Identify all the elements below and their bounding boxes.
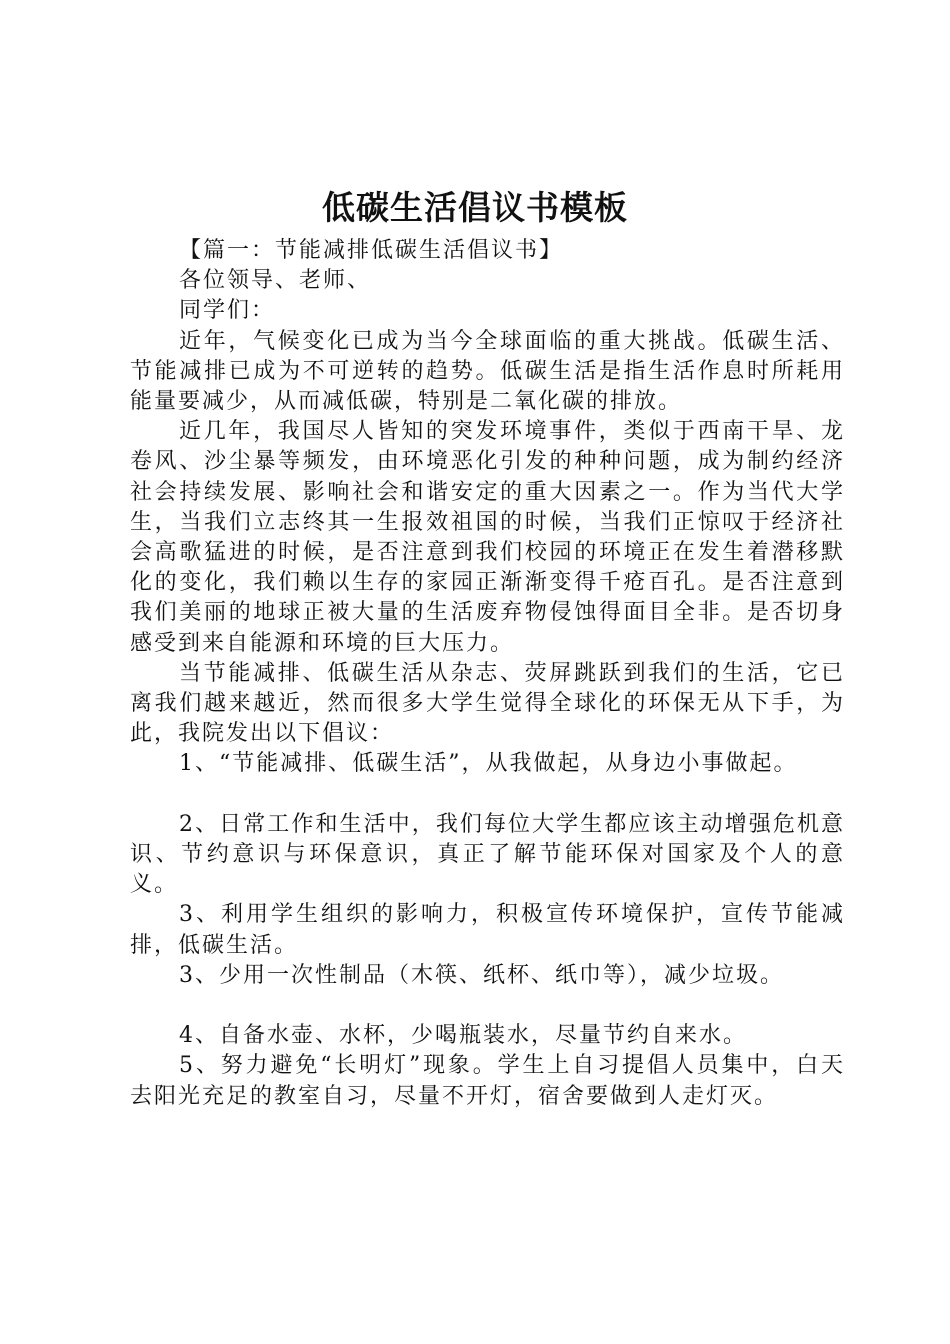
paragraph: 近年，气候变化已成为当今全球面临的重大挑战。低碳生活、节能减排已成为不可逆转的趋势。低碳生活是指生活作息时所耗用能量要减少，从而减低碳，特别是二氧化碳的排放。 [130,328,845,415]
blank-line [130,991,845,1021]
proposal-item: 4、自备水壶、水杯，少喝瓶装水，尽量节约自来水。 [179,1023,747,1049]
proposal-item: 3、利用学生组织的影响力，积极宣传环境保护，宣传节能减排，低碳生活。 [130,902,845,958]
blank-line [130,780,845,810]
proposal-item: 5、努力避免“长明灯”现象。学生上自习提倡人员集中，白天去阳光充足的教室自习，尽量不开灯，宿舍要做到人走灯灭。 [130,1053,845,1109]
document-title: 低碳生活倡议书模板 [322,188,628,227]
paragraph: 近几年，我国尽人皆知的突发环境事件，类似于西南干旱、龙卷风、沙尘暴等频发，由环境恶化引发的种种问题，成为制约经济社会持续发展、影响社会和谐安定的重大因素之一。作为当代大学生，当我们立志终其一生报效祖国的时候，当我们正惊叹于经济社会高歌猛进的时候，是否注意到我们校园的环境正在发生着潜移默化的变化，我们赖以生存的家园正渐渐变得千疮百孔。是否注意到我们美丽的地球正被大量的生活废弃物侵蚀得面目全非。是否切身感受到来自能源和环境的巨大压力。 [130,419,845,656]
proposal-item: 1、“节能减排、低碳生活”，从我做起，从身边小事做起。 [179,751,798,777]
section-heading: 【篇一：节能减排低碳生活倡议书】 [179,238,564,263]
paragraph: 当节能减排、低碳生活从杂志、荧屏跳跃到我们的生活，它已离我们越来越近，然而很多大学生觉得全球化的环保无从下手，为此，我院发出以下倡议： [130,660,845,747]
salutation-line-1: 各位领导、老师、 [179,268,372,294]
proposal-item: 3、少用一次性制品（木筷、纸杯、纸巾等），减少垃圾。 [179,962,784,988]
proposal-item: 2、日常工作和生活中，我们每位大学生都应该主动增强危机意识、节约意识与环保意识，真正了解节能环保对国家及个人的意义。 [130,811,845,898]
salutation-line-2: 同学们： [179,298,276,324]
document-body [130,236,845,1112]
